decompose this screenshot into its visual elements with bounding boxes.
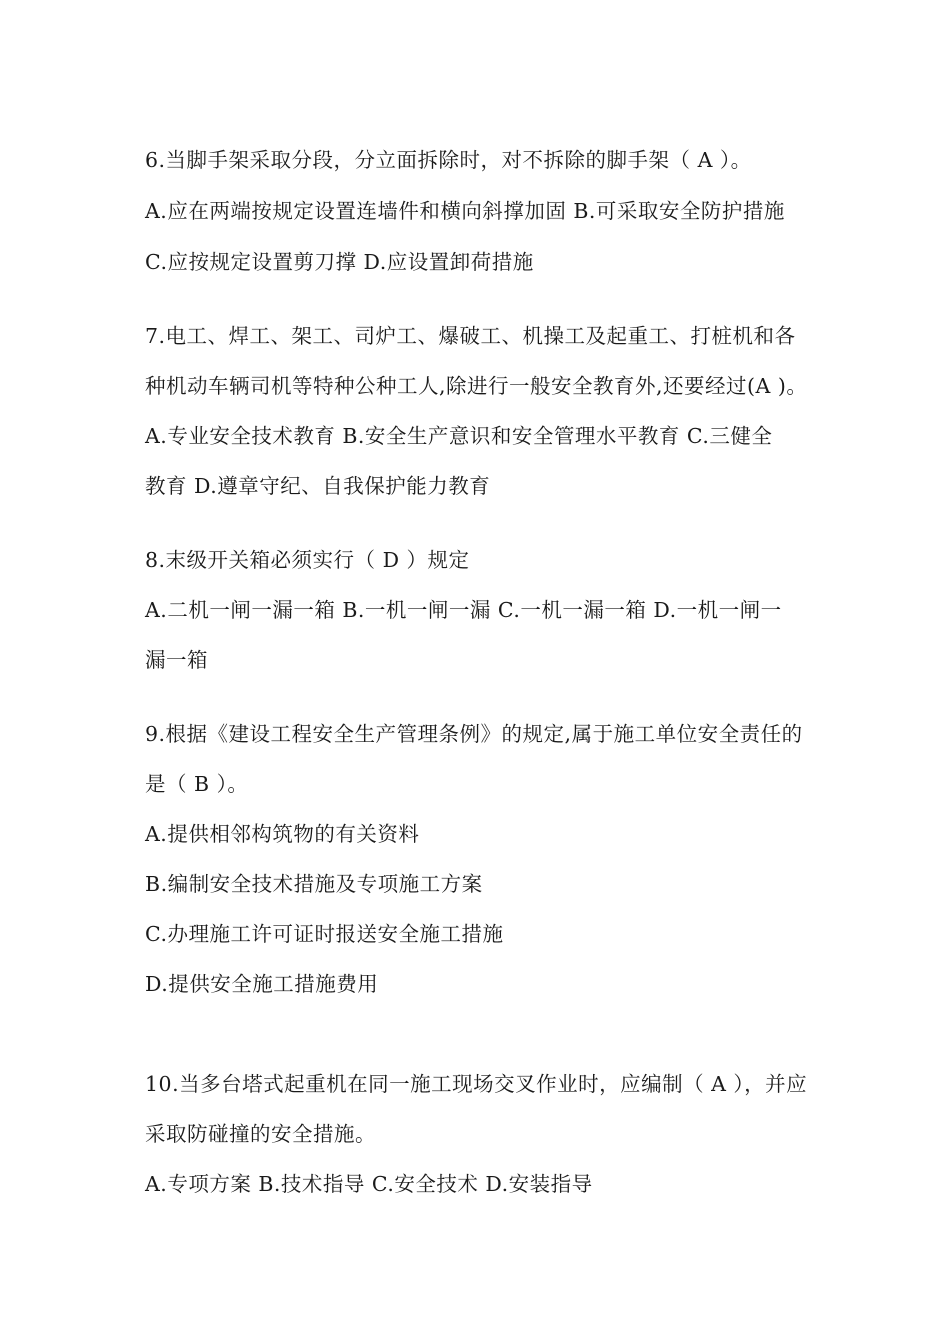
question-8-stem-line-1: 8.末级开关箱必须实行（ D ）规定	[145, 548, 470, 572]
question-9-option-d: D.提供安全施工措施费用	[145, 972, 379, 996]
question-6-stem-line-1: 6.当脚手架采取分段，分立面拆除时，对不拆除的脚手架（ A ）。	[145, 148, 752, 172]
question-6-option-line-2: C.应按规定设置剪刀撑 D.应设置卸荷措施	[145, 250, 534, 274]
question-7-option-line-2: 教育 D.遵章守纪、自我保护能力教育	[145, 474, 491, 498]
question-9-stem-line-1: 9.根据《建设工程安全生产管理条例》的规定,属于施工单位安全责任的	[145, 722, 803, 746]
question-9-option-a: A.提供相邻构筑物的有关资料	[145, 822, 420, 846]
question-8-option-line-2: 漏一箱	[145, 648, 208, 672]
question-10-stem-line-2: 采取防碰撞的安全措施。	[145, 1122, 376, 1146]
question-9-option-b: B.编制安全技术措施及专项施工方案	[145, 872, 483, 896]
question-10-stem-line-1: 10.当多台塔式起重机在同一施工现场交叉作业时，应编制（ A ），并应	[145, 1072, 808, 1096]
question-7-option-line-1: A.专业安全技术教育 B.安全生产意识和安全管理水平教育 C.三健全	[145, 424, 773, 448]
question-8-option-line-1: A.二机一闸一漏一箱 B.一机一闸一漏 C.一机一漏一箱 D.一机一闸一	[145, 598, 782, 622]
question-7-stem-line-2: 种机动车辆司机等特种公种工人,除进行一般安全教育外,还要经过(A )。	[145, 374, 808, 398]
question-9-stem-line-2: 是（ B ）。	[145, 772, 249, 796]
question-10-option-line-1: A.专项方案 B.技术指导 C.安全技术 D.安装指导	[145, 1172, 593, 1196]
question-9-option-c: C.办理施工许可证时报送安全施工措施	[145, 922, 504, 946]
question-6-option-line-1: A.应在两端按规定设置连墙件和横向斜撑加固 B.可采取安全防护措施	[145, 199, 785, 223]
question-7-stem-line-1: 7.电工、焊工、架工、司炉工、爆破工、机操工及起重工、打桩机和各	[145, 324, 796, 348]
